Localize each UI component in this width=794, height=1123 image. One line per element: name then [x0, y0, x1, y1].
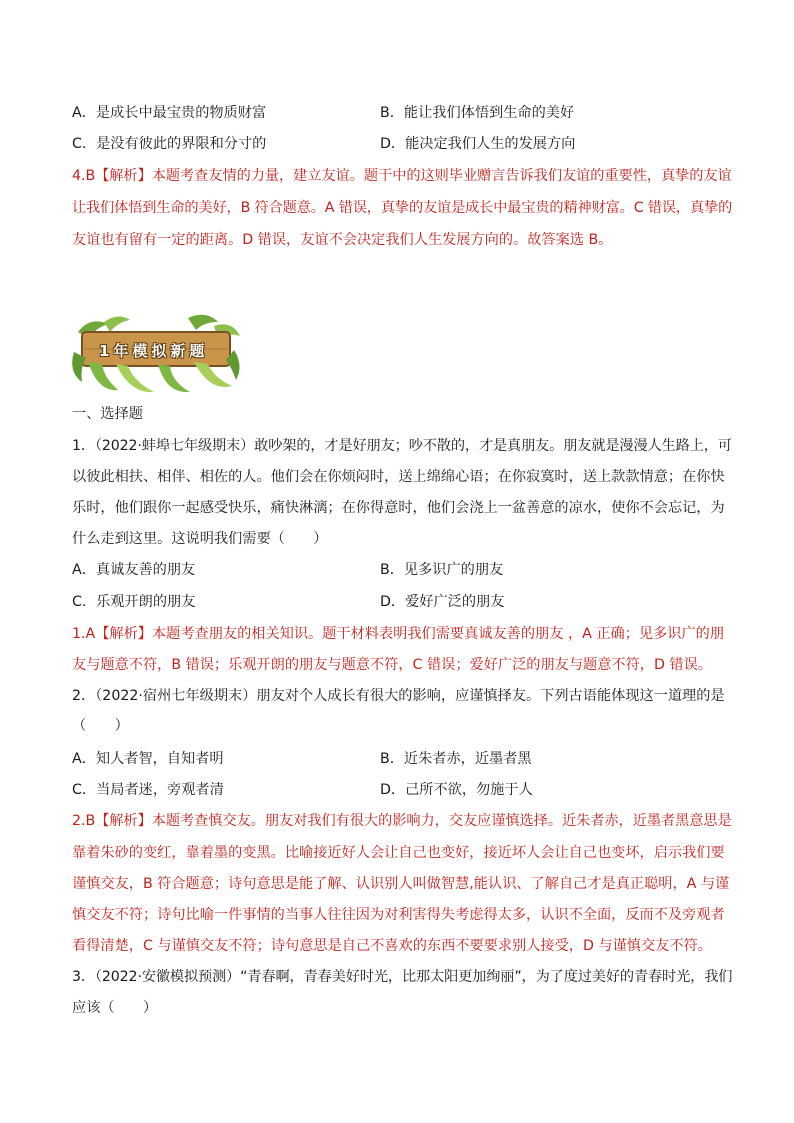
q1-stem-line: 什么走到这里。这说明我们需要（ ）: [72, 531, 328, 547]
q1-option-b: B．见多识广的朋友: [380, 562, 504, 578]
prev-answer-line: 友谊也有留有一定的距离。D 错误，友谊不会决定我们人生发展方向的。故答案选 B。: [72, 232, 613, 248]
section-heading: 一、选择题: [72, 406, 143, 422]
q1-stem-line: 乐时，他们跟你一起感受快乐，痛快淋漓；在你得意时，他们会浇上一盆善意的凉水，使你不会忘记，为: [72, 500, 725, 516]
q2-answer-line: 慎交友不符；诗句比喻一件事情的当事人往往因为对利害得失考虑得太多，认识不全面，反而不及旁观者: [72, 907, 725, 923]
prev-option-b: B．能让我们体悟到生命的美好: [380, 105, 575, 121]
q1-stem-line: 1．（2022·蚌埠七年级期末）敢吵架的，才是好朋友；吵不散的，才是真朋友。朋友就是漫漫人生路上，可: [72, 438, 732, 454]
prev-answer-line: 4.B【解析】本题考查友情的力量，建立友谊。题干中的这则毕业赠言告诉我们友谊的重要性，真挚的友谊: [72, 168, 732, 184]
prev-option-c: C．是没有彼此的界限和分寸的: [72, 136, 267, 152]
q2-option-b: B．近朱者赤，近墨者黑: [380, 751, 532, 767]
q3-stem-line: 3．（2022·安徽模拟预测）“青春啊，青春美好时光，比那太阳更加绚丽”，为了度过美好的青春时光，我们: [72, 969, 733, 985]
q1-answer-line: 友与题意不符，B 错误；乐观开朗的朋友与题意不符，C 错误；爱好广泛的朋友与题意不符，D 错误。: [72, 657, 712, 673]
wooden-sign-banner: [68, 312, 244, 394]
banner-title: 1年模拟新题: [99, 342, 209, 360]
q2-option-a: A．知人者智，自知者明: [72, 751, 224, 767]
q1-answer-line: 1.A【解析】本题考查朋友的相关知识。题干材料表明我们需要真诚友善的朋友 ，A 正确；见多识广的朋: [72, 626, 725, 642]
prev-option-a: A．是成长中最宝贵的物质财富: [72, 105, 267, 121]
q2-stem-line: （ ）: [72, 718, 129, 734]
q2-answer-line: 谨慎交友，B 符合题意；诗句意思是能了解、认识别人叫做智慧,能认识、了解自己才是真正聪明，A 与谨: [72, 876, 730, 892]
q3-stem-line: 应该（ ）: [72, 1000, 158, 1016]
prev-answer-line: 让我们体悟到生命的美好，B 符合题意。A 错误，真挚的友谊是成长中最宝贵的精神财富。C 错误，真挚的: [72, 200, 733, 216]
q2-stem-line: 2．（2022·宿州七年级期末）朋友对个人成长有很大的影响，应谨慎择友。下列古语能体现这一道理的是: [72, 688, 725, 704]
q1-option-a: A．真诚友善的朋友: [72, 562, 196, 578]
q1-option-c: C．乐观开朗的朋友: [72, 594, 196, 610]
q2-answer-line: 靠着朱砂的变红，靠着墨的变黑。比喻接近好人会让自己也变好，接近坏人会让自己也变坏，启示我们要: [72, 845, 725, 861]
q2-option-c: C．当局者迷，旁观者清: [72, 782, 224, 798]
q2-option-d: D．己所不欲，勿施于人: [380, 782, 533, 798]
q2-answer-line: 2.B【解析】本题考查慎交友。朋友对我们有很大的影响力，交友应谨慎选择。近朱者赤，近墨者黑意思是: [72, 813, 732, 829]
prev-option-d: D．能决定我们人生的发展方向: [380, 136, 576, 152]
q1-stem-line: 以彼此相扶、相伴、相佐的人。他们会在你烦闷时，送上绵绵心语；在你寂寞时，送上款款情意；在你快: [72, 469, 725, 485]
q1-option-d: D．爱好广泛的朋友: [380, 594, 505, 610]
q2-answer-line: 看得清楚，C 与谨慎交友不符；诗句意思是自己不喜欢的东西不要要求别人接受，D 与谨慎交友不符。: [72, 938, 712, 954]
